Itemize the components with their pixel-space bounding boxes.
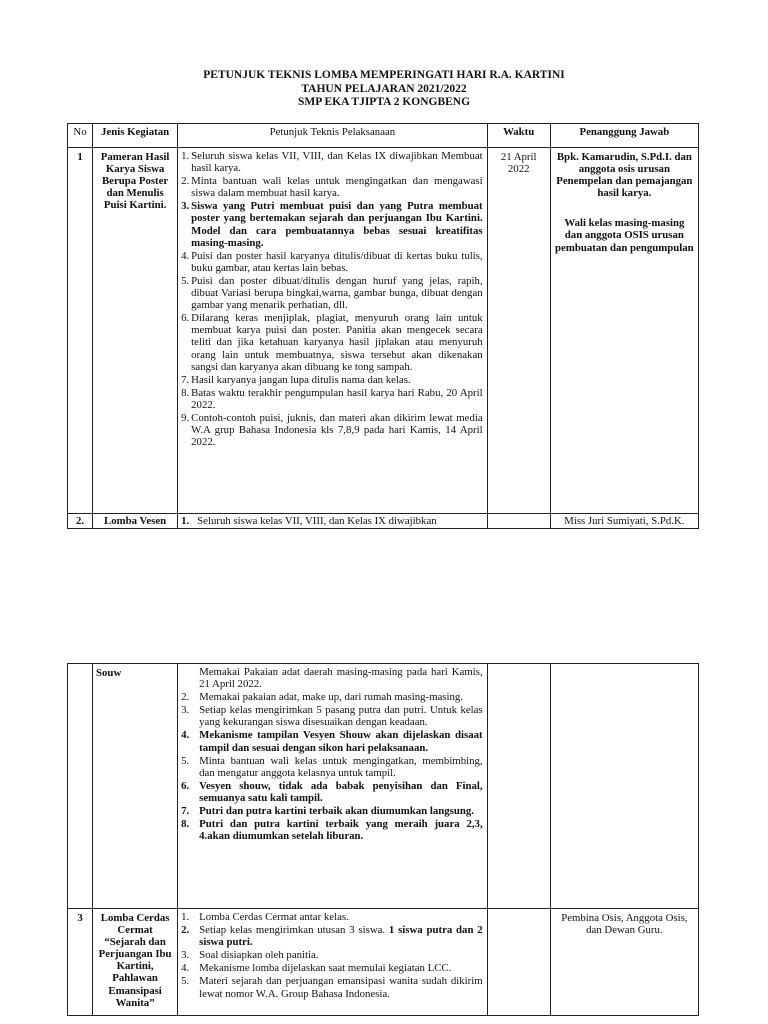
person-in-charge: Miss Juri Sumiyati, S.Pd.K. bbox=[550, 514, 698, 529]
table-header-row bbox=[68, 124, 699, 148]
list-item: 2. Setiap kelas mengirimkan utusan 3 siswa. 1 siswa putra dan 2 siswa putri. bbox=[181, 924, 483, 949]
list-item: 4. Puisi dan poster hasil karyanya ditulis/dibuat di kertas buku tulis, buku gambar, atau kertas lain bebas. bbox=[181, 249, 483, 274]
header-waktu: Waktu bbox=[487, 124, 550, 148]
list-item: 1. Seluruh siswa kelas VII, VIII, dan Kelas IX diwajibkan Membuat hasil karya. bbox=[181, 150, 483, 175]
list-item: 5. Materi sejarah dan perjuangan emansipasi wanita sudah dikirim lewat nomor W.A. Group Bahasa Indonesia. bbox=[181, 975, 483, 1000]
row-number: 2. bbox=[68, 514, 93, 529]
list-item: 1. Seluruh siswa kelas VII, VIII, dan Kelas IX diwajibkan bbox=[181, 515, 437, 527]
person-in-charge: Pembina Osis, Anggota Osis, dan Dewan Guru. bbox=[550, 909, 698, 1016]
title-line-1: PETUNJUK TEKNIS LOMBA MEMPERINGATI HARI R.A. KARTINI bbox=[203, 69, 565, 81]
list-item: 3. Siswa yang Putri membuat puisi dan yang Putra membuat poster yang bertemakan sejarah dan perjuangan Ibu Kartini. Model dan cara pembuatannya bebas sesuai kreatifitas masing-masing. bbox=[181, 200, 483, 249]
table-row bbox=[68, 148, 699, 514]
table-row bbox=[68, 909, 699, 1016]
activity-name: Lomba Vesen bbox=[93, 514, 178, 529]
row-number: 1 bbox=[68, 148, 93, 514]
list-item: 5. Puisi dan poster dibuat/ditulis dengan huruf yang jelas, rapih, dibuat Variasi berupa bingkai,warna, gambar bunga, dibuat dengan gambar yang menarik perhatian, dll. bbox=[181, 274, 483, 312]
row-number bbox=[68, 664, 93, 909]
list-item: 6. Dilarang keras menjiplak, plagiat, menyuruh orang lain untuk membuat karya puisi dan poster. Panitia akan mengecek secara teliti dan jika ketahuan karyanya hasil jiplakan atau menyuruh orang lain untuk membuatnya, siswa tersebut akan dikenakan sangsi dan karyanya akan dibuang ke tong sampah. bbox=[181, 312, 483, 373]
activity-name: Pameran Hasil Karya Siswa Berupa Poster dan Menulis Puisi Kartini. bbox=[93, 148, 178, 514]
juknis-table bbox=[67, 123, 699, 529]
event-date bbox=[487, 909, 550, 1016]
header-pj: Penanggung Jawab bbox=[550, 124, 698, 148]
list-item: 3. Soal disiapkan oleh panitia. bbox=[181, 949, 319, 962]
list-item: 5. Minta bantuan wali kelas untuk mengingatkan, membimbing, dan mengatur anggota kelasnya untuk tampil. bbox=[181, 754, 483, 779]
technical-instructions bbox=[178, 909, 487, 1016]
technical-instructions bbox=[178, 664, 487, 909]
table-row bbox=[68, 664, 699, 909]
technical-instructions bbox=[178, 514, 487, 529]
list-item: 6. Vesyen shouw, tidak ada babak penyisihan dan Final, semuanya satu kali tampil. bbox=[181, 779, 483, 804]
title-line-2: TAHUN PELAJARAN 2021/2022 bbox=[301, 82, 467, 95]
list-item: 8. Putri dan putra kartini terbaik yang meraih juara 2,3, 4.akan diumumkan setelah liburan. bbox=[181, 818, 483, 843]
event-date bbox=[487, 514, 550, 529]
person-in-charge bbox=[550, 148, 698, 514]
header-jenis: Jenis Kegiatan bbox=[93, 124, 178, 148]
header-petunjuk: Petunjuk Teknis Pelaksanaan bbox=[178, 124, 487, 148]
event-date bbox=[487, 664, 550, 909]
list-item: 1. Lomba Cerdas Cermat antar kelas. bbox=[181, 911, 349, 923]
list-item: 4. Mekanisme tampilan Vesyen Shouw akan dijelaskan disaat tampil dan sesuai dengan sikon hari pelaksanaan. bbox=[181, 729, 483, 754]
list-item: 9. Contoh-contoh puisi, juknis, dan materi akan dikirim lewat media W.A grup Bahasa Indonesia kls 7,8,9 pada hari Kamis, 14 April 2022. bbox=[181, 411, 483, 449]
list-item: 2. Minta bantuan wali kelas untuk mengingatkan dan mengawasi siswa dalam membuat hasil karya. bbox=[181, 175, 483, 200]
row-number: 3 bbox=[68, 909, 93, 1016]
event-date: 21 April 2022 bbox=[487, 148, 550, 514]
pj-block-1: Bpk. Kamarudin, S.Pd.I. dan anggota osis urusan Penempelan dan pemajangan hasil karya. bbox=[556, 151, 693, 200]
list-item: 2. Memakai pakaian adat, make up, dari rumah masing-masing. bbox=[181, 691, 463, 704]
pj-block-2: Wali kelas masing-masing dan anggota OSIS urusan pembuatan dan pengumpulan bbox=[555, 217, 694, 254]
header-no: No bbox=[68, 124, 93, 148]
document-title bbox=[0, 69, 768, 110]
list-item: 8. Batas waktu terakhir pengumpulan hasil karya hari Rabu, 20 April 2022. bbox=[181, 386, 483, 411]
activity-name: Souw bbox=[93, 664, 178, 909]
list-item: 3. Setiap kelas mengirimkan 5 pasang putra dan putri. Untuk kelas yang kekurangan siswa disesuaikan dengan keadaan. bbox=[181, 704, 483, 729]
table-row bbox=[68, 514, 699, 529]
juknis-table-continued bbox=[67, 663, 699, 1016]
technical-instructions bbox=[178, 148, 487, 514]
continued-item-text: Memakai Pakaian adat daerah masing-masing pada hari Kamis, 21 April 2022. bbox=[199, 666, 483, 691]
list-item: 7. Hasil karyanya jangan lupa ditulis nama dan kelas. bbox=[181, 373, 411, 386]
list-item: 4. Mekanisme lomba dijelaskan saat memulai kegiatan LCC. bbox=[181, 962, 452, 975]
person-in-charge bbox=[550, 664, 698, 909]
title-line-3: SMP EKA TJIPTA 2 KONGBENG bbox=[297, 96, 471, 108]
activity-name: Lomba Cerdas Cermat “Sejarah dan Perjuangan Ibu Kartini, Pahlawan Emansipasi Wanita” bbox=[93, 909, 178, 1016]
list-item: 7. Putri dan putra kartini terbaik akan diumumkan langsung. bbox=[181, 805, 474, 818]
